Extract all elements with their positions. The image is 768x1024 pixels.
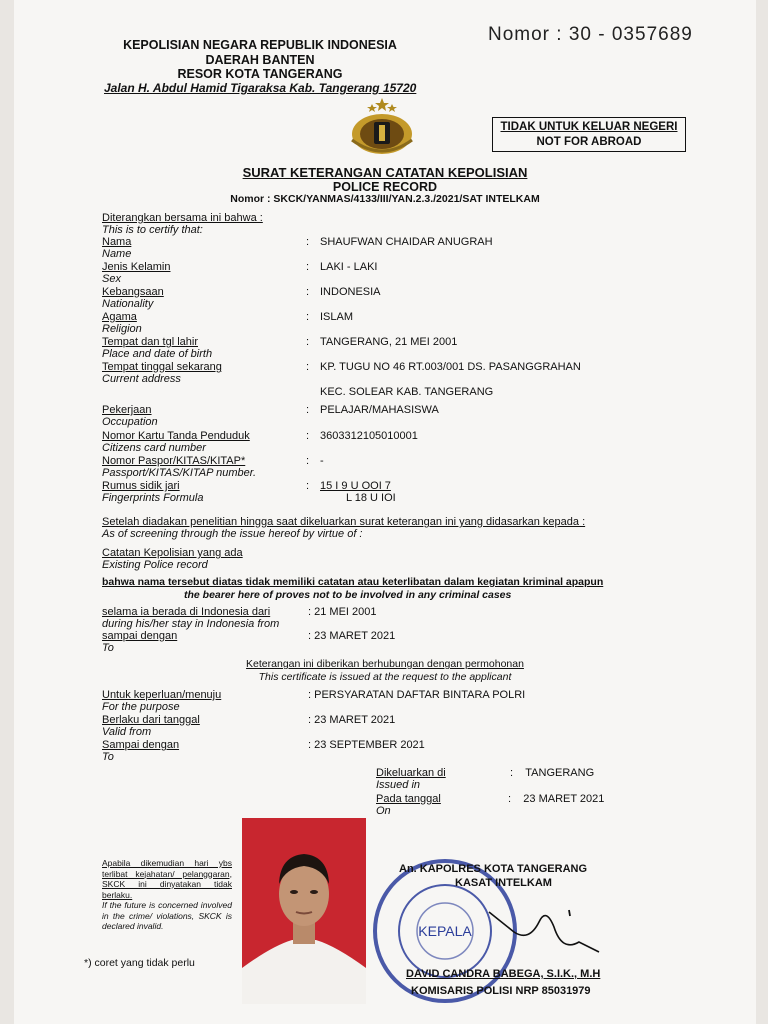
- field-value-fingerprint-line2: L 18 U IOI: [346, 492, 396, 504]
- signatory-rank: KOMISARIS POLISI NRP 85031979: [411, 985, 591, 997]
- header-line1: KEPOLISIAN NEGARA REPUBLIK INDONESIA: [123, 38, 397, 52]
- field-value-occupation: PELAJAR/MAHASISWA: [320, 404, 439, 416]
- valid-from-label: Berlaku dari tanggal Valid from: [102, 714, 200, 738]
- field-value-address-line2: KEC. SOLEAR KAB. TANGERANG: [320, 386, 494, 398]
- field-label-sex: Jenis Kelamin Sex: [102, 261, 171, 285]
- invalidity-note: [102, 858, 232, 932]
- request-id: Keterangan ini diberikan berhubungan dengan permohonan: [246, 658, 524, 670]
- field-value-nationality: INDONESIA: [320, 286, 381, 298]
- existing-record: Catatan Kepolisian yang ada Existing Police record: [102, 547, 243, 571]
- screening-text: Setelah diadakan penelitian hingga saat dikeluarkan surat keterangan ini yang didasarkan kepada : As of screening through the issue hereof by virtue of :: [102, 516, 586, 540]
- field-value-sex: LAKI - LAKI: [320, 261, 378, 273]
- applicant-photo: [242, 818, 366, 1004]
- header-line3: RESOR KOTA TANGERANG: [177, 67, 343, 81]
- document-title-en: POLICE RECORD: [332, 180, 438, 194]
- issued-on-value: : 23 MARET 2021: [508, 793, 605, 805]
- field-label-id-card: Nomor Kartu Tanda Penduduk Citizens card number: [102, 430, 250, 454]
- signatory-line1: An. KAPOLRES KOTA TANGERANG: [399, 863, 588, 875]
- field-value-birth: TANGERANG, 21 MEI 2001: [320, 336, 458, 348]
- valid-from-value: : 23 MARET 2021: [308, 714, 396, 726]
- note-id: Apabila dikemudian hari ybs terlibat kejahatan/ pelanggaran, SKCK ini dinyatakan tidak berlaku.: [102, 858, 232, 900]
- issued-on-label: Pada tanggal On: [376, 793, 441, 817]
- stay-to-value: : 23 MARET 2021: [308, 630, 396, 642]
- not-for-abroad-notice: [492, 117, 686, 152]
- field-value-fingerprint: 15 I 9 U OOI 7: [320, 480, 391, 492]
- signature-icon: [484, 892, 604, 962]
- request-en: This certificate is issued at the request to the applicant: [258, 671, 512, 683]
- field-label-fingerprint: Rumus sidik jari Fingerprints Formula: [102, 480, 204, 504]
- person-portrait-icon: [242, 818, 366, 1004]
- issued-in-label: Dikeluarkan di Issued in: [376, 767, 446, 791]
- field-value-passport: -: [320, 455, 324, 467]
- document-reference-number: Nomor : SKCK/YANMAS/4133/III/YAN.2.3./2021/SAT INTELKAM: [230, 193, 540, 205]
- statement-id: bahwa nama tersebut diatas tidak memiliki catatan atau keterlibatan dalam kegiatan kriminal apapun: [102, 576, 604, 588]
- note-en: If the future is concerned involved in the crime/ violations, SKCK is declared invalid.: [102, 900, 232, 931]
- signatory-line2: KASAT INTELKAM: [455, 877, 552, 889]
- valid-to-label: Sampai dengan To: [102, 739, 180, 763]
- valid-to-value: : 23 SEPTEMBER 2021: [308, 739, 425, 751]
- notice-id: TIDAK UNTUK KELUAR NEGERI: [500, 121, 678, 133]
- field-value-address: KP. TUGU NO 46 RT.003/001 DS. PASANGGRAHAN: [320, 361, 581, 373]
- field-value-name: SHAUFWAN CHAIDAR ANUGRAH: [320, 236, 493, 248]
- intro: [102, 212, 263, 236]
- field-value-religion: ISLAM: [320, 311, 354, 323]
- signatory-name: DAVID CANDRA BABEGA, S.I.K., M.H: [406, 968, 601, 980]
- intro-en: This is to certify that:: [102, 224, 203, 236]
- stay-from-value: : 21 MEI 2001: [308, 606, 377, 618]
- field-label-passport: Nomor Paspor/KITAS/KITAP* Passport/KITAS/KITAP number.: [102, 455, 257, 479]
- header-address: Jalan H. Abdul Hamid Tigaraksa Kab. Tangerang 15720: [104, 81, 417, 95]
- strike-note: *) coret yang tidak perlu: [84, 957, 195, 969]
- field-value-id-card: 3603312105010001: [320, 430, 418, 442]
- field-label-name: Nama Name: [102, 236, 132, 260]
- notice-en: NOT FOR ABROAD: [536, 136, 642, 148]
- field-label-nationality: Kebangsaan Nationality: [102, 286, 164, 310]
- police-emblem-icon: [344, 96, 420, 158]
- stay-to-label: sampai dengan To: [102, 630, 178, 654]
- statement-en: the bearer here of proves not to be involved in any criminal cases: [184, 589, 512, 601]
- intro-id: Diterangkan bersama ini bahwa :: [102, 212, 263, 224]
- document-title: SURAT KETERANGAN CATATAN KEPOLISIAN: [242, 165, 528, 180]
- issued-in-value: : TANGERANG: [510, 767, 595, 779]
- field-label-religion: Agama Religion: [102, 311, 142, 335]
- header-line2: DAERAH BANTEN: [205, 53, 315, 67]
- stamp-center-text: KEPALA: [418, 923, 472, 939]
- purpose-value: : PERSYARATAN DAFTAR BINTARA POLRI: [308, 689, 526, 701]
- field-label-address: Tempat tinggal sekarang Current address: [102, 361, 222, 385]
- field-label-occupation: Pekerjaan Occupation: [102, 404, 158, 428]
- field-label-birth: Tempat dan tgl lahir Place and date of birth: [102, 336, 213, 360]
- purpose-label: Untuk keperluan/menuju For the purpose: [102, 689, 222, 713]
- police-record-document: KEPOLISIAN NEGARA REPUBLIK INDONESIA DAERAH BANTEN RESOR KOTA TANGERANG Jalan H. Abdul Hamid Tigaraksa Kab. Tangerang 15720 Nomor : 30 - 0357689 TIDAK UNTUK KELUAR NEGERI NOT FOR ABROAD SURAT KETERANGAN CATATAN KEPOLISIAN POLICE RECORD Nomor : SKCK/YANMAS/4133/III/YAN.2.3./2021/SAT INTELKAM Diterangkan bersama ini bahwa : This is to certify that: Nama Name : SHAUFWAN CHAIDAR ANUGRAH Jenis Kelamin Sex : LAKI - LAKI Kebangsaan Nationality : INDONESIA Agama Religion : ISLAM Tempat dan tgl lahir Place and date of birth : TANGERANG, 21 MEI 2001 Tempat tinggal sekarang Current address : KP. TUGU NO 46 RT.003/001 DS. PASANGGRAHAN KEC. SOLEAR KAB. TANGERANG Pekerjaan Occupation : PELAJAR/MAHASISWA Nomor Kartu Tanda Penduduk Citizens card number : 3603312105010001 Nomor Paspor/KITAS/KITAP* Passport/KITAS/KITAP number. : - Rumus sidik jari Fingerprints Formula : 15 I 9 U OOI 7 L 18 U IOI Setelah diadakan penelitian hingga saat dikeluarkan surat keterangan ini yang didasarkan kepada : As of screening through the issue hereof by virtue of : Catatan Kepolisian yang ada Existing Police record bahwa nama tersebut diatas tidak memiliki catatan atau keterlibatan dalam kegiatan kriminal apapun the bearer here of proves not to be involved in any criminal cases selama ia berada di Indonesia dari during his/her stay in Indonesia from : 21 MEI 2001 sampai dengan To : 23 MARET 2021 Keterangan ini diberikan berhubungan dengan permohonan This certificate is issued at the request to the applicant Untuk keperluan/menuju For the purpose : PERSYARATAN DAFTAR BINTARA POLRI Berlaku dari tanggal Valid from : 23 MARET 2021 Sampai dengan To : 23 SEPTEMBER 2021 Dikeluarkan di Issued in : TANGERANG Pada tanggal On : 23 MARET 2021 Apabila dikemudian hari ybs terlibat kejahatan/ pelanggaran, SKCK ini dinyatakan tidak berlaku. If the future is concerned involved in the crime/ violations, SKCK is declared invalid. *) coret yang tidak perlu KEPALA An. KAPOLRES KOTA TANGERANG KASAT INTELKAM DAVID CANDRA BABEGA, S.I.K., M.H KOMISARIS POLISI NRP 85031979: [14, 0, 756, 1024]
- stay-from-label: selama ia berada di Indonesia dari during his/her stay in Indonesia from: [102, 606, 280, 630]
- document-number-top: Nomor : 30 - 0357689: [488, 24, 693, 45]
